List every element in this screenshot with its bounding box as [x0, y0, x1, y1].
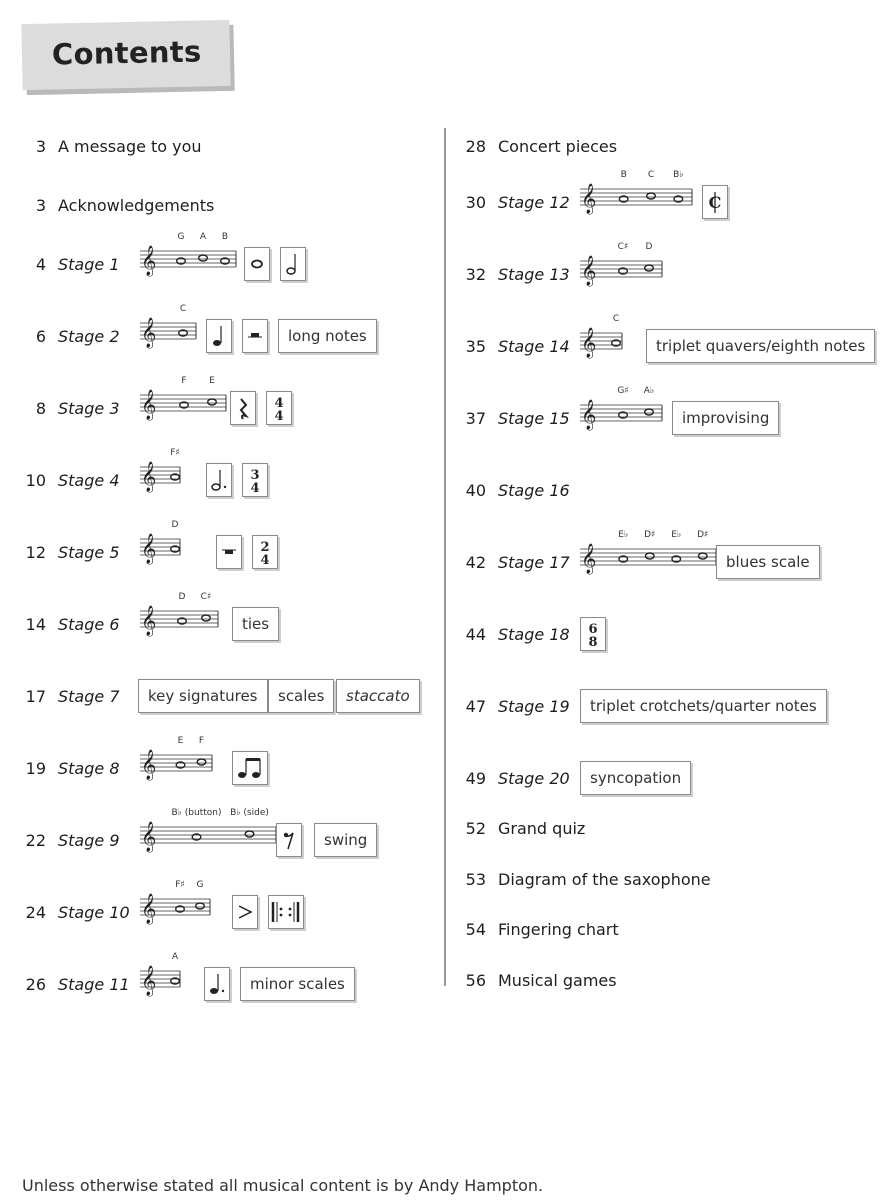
treble-clef-icon: 𝄞: [141, 534, 157, 564]
topic-tag: long notes: [278, 319, 377, 353]
entry-label: Diagram of the saxophone: [498, 870, 711, 889]
note-name-label: B: [620, 170, 627, 180]
note-name-label: C♯: [200, 592, 212, 602]
treble-clef-icon: 𝄞: [141, 606, 157, 636]
treble-clef-icon: 𝄞: [141, 318, 157, 348]
page-number: 17: [25, 687, 46, 706]
half-rest-icon: [242, 319, 268, 353]
treble-clef-icon: 𝄞: [141, 246, 157, 276]
contents-entry[interactable]: [462, 961, 882, 1001]
contents-entry[interactable]: [462, 860, 882, 900]
treble-clef-icon: 𝄞: [581, 544, 597, 574]
contents-title-card: [21, 20, 230, 90]
page-number: 12: [25, 543, 46, 562]
whole-note-icon: [244, 247, 270, 281]
page-number: 22: [25, 831, 46, 850]
whole-rest-icon: [216, 535, 242, 569]
note-name-label: D: [645, 242, 653, 252]
svg-text:4: 4: [274, 409, 284, 424]
note-name-label: E: [177, 736, 184, 746]
treble-clef-icon: 𝄞: [141, 390, 157, 420]
entry-label: Stage 11: [58, 975, 130, 994]
page-title: Contents: [51, 34, 202, 72]
note-name-label: A: [171, 952, 179, 962]
note-name-label: F♯: [175, 880, 185, 890]
topic-tag: triplet quavers/eighth notes: [646, 329, 875, 363]
entry-label: Acknowledgements: [58, 196, 215, 215]
entry-label: Stage 12: [498, 193, 570, 212]
topic-tag: ties: [232, 607, 279, 641]
entry-label: Grand quiz: [498, 819, 586, 838]
entry-label: Stage 1: [58, 255, 120, 274]
note-name-label: D: [171, 520, 179, 530]
contents-entry[interactable]: [462, 170, 882, 223]
note-name-label: D: [178, 592, 186, 602]
page-number: 4: [35, 255, 46, 274]
page-number: 37: [465, 409, 486, 428]
note-head: [647, 193, 656, 199]
music-staff: [140, 949, 184, 1007]
note-name-label: F: [198, 736, 205, 746]
entry-label: Stage 13: [498, 265, 570, 284]
treble-clef-icon: 𝄞: [141, 462, 157, 492]
page-number: 8: [35, 399, 46, 418]
treble-clef-icon: 𝄞: [141, 750, 157, 780]
page-number: 40: [465, 481, 486, 500]
contents-entry[interactable]: [462, 687, 882, 727]
entry-label: Concert pieces: [498, 137, 618, 156]
contents-entry[interactable]: [22, 952, 432, 1005]
page-number: 53: [465, 870, 486, 889]
contents-entry[interactable]: [462, 809, 882, 849]
entry-label: Stage 17: [498, 553, 570, 572]
contents-entry[interactable]: [462, 759, 882, 799]
entry-label: Stage 6: [58, 615, 120, 634]
topic-tag: swing: [314, 823, 377, 857]
entry-label: Stage 10: [58, 903, 130, 922]
treble-clef-icon: 𝄞: [581, 184, 597, 214]
contents-entry[interactable]: [22, 808, 432, 861]
svg-text:6: 6: [588, 622, 598, 637]
contents-entry[interactable]: [462, 386, 882, 439]
note-name-label: G: [196, 880, 204, 890]
contents-entry[interactable]: [462, 242, 882, 295]
dotted-half-note-icon: [206, 463, 232, 497]
contents-entry[interactable]: [22, 520, 432, 573]
page-number: 32: [465, 265, 486, 284]
beamed-quavers-icon: [232, 751, 268, 785]
repeat-marks-icon: [268, 895, 304, 929]
note-name-label: A: [199, 232, 207, 242]
entry-label: Musical games: [498, 971, 617, 990]
note-name-label: D♯: [697, 530, 709, 540]
music-staff: [580, 311, 626, 369]
topic-tag: blues scale: [716, 545, 820, 579]
music-staff: [140, 589, 222, 647]
contents-entry[interactable]: [22, 376, 432, 429]
page-number: 44: [465, 625, 486, 644]
contents-entry[interactable]: [462, 910, 882, 950]
entry-label: Stage 19: [498, 697, 570, 716]
entry-label: Stage 15: [498, 409, 570, 428]
page-number: 35: [465, 337, 486, 356]
svg-text:8: 8: [588, 635, 598, 650]
note-head: [645, 553, 654, 559]
topic-tag: minor scales: [240, 967, 355, 1001]
treble-clef-icon: 𝄞: [141, 822, 157, 852]
contents-entry[interactable]: [22, 127, 432, 167]
note-head: [208, 399, 217, 405]
accent-icon: [232, 895, 258, 929]
music-staff: [140, 733, 216, 791]
topic-tag: triplet crotchets/quarter notes: [580, 689, 827, 723]
note-name-label: B: [221, 232, 229, 242]
entry-label: Stage 3: [58, 399, 120, 418]
contents-entry[interactable]: [462, 127, 882, 167]
page-number: 30: [465, 193, 486, 212]
topic-tag: staccato: [336, 679, 420, 713]
svg-text:2: 2: [260, 540, 270, 555]
music-staff: [140, 301, 200, 359]
music-staff: [580, 527, 720, 585]
entry-label: Stage 5: [58, 543, 120, 562]
note-name-label: B♭ (button): [171, 808, 222, 818]
entry-label: Stage 18: [498, 625, 570, 644]
note-name-label: G♯: [617, 386, 629, 396]
page-number: 26: [25, 975, 46, 994]
note-name-label: B♭: [673, 170, 684, 180]
topic-tag: key signatures: [138, 679, 268, 713]
time-3-4-icon: [242, 463, 268, 497]
page-number: 19: [25, 759, 46, 778]
contents-entry[interactable]: [462, 314, 882, 367]
treble-clef-icon: 𝄞: [581, 328, 597, 358]
note-name-label: G: [177, 232, 185, 242]
entry-label: A message to you: [58, 137, 202, 156]
topic-tag: syncopation: [580, 761, 691, 795]
note-name-label: C: [179, 304, 187, 314]
music-staff: [140, 373, 230, 431]
note-head: [645, 409, 654, 415]
contents-entry[interactable]: [22, 304, 432, 357]
contents-entry[interactable]: [22, 592, 432, 645]
music-staff: [140, 229, 240, 287]
contents-entry[interactable]: [462, 615, 882, 655]
entry-label: Stage 9: [58, 831, 120, 850]
music-staff: [580, 239, 666, 297]
page-number: 10: [25, 471, 46, 490]
note-name-label: E♭: [671, 530, 682, 540]
quaver-rest-icon: [276, 823, 302, 857]
note-head: [245, 831, 254, 837]
entry-label: Stage 7: [58, 687, 120, 706]
music-staff: [140, 445, 184, 503]
note-name-label: F♯: [170, 448, 180, 458]
page-number: 54: [465, 920, 486, 939]
entry-label: Stage 2: [58, 327, 120, 346]
page-number: 6: [35, 327, 46, 346]
svg-text:4: 4: [274, 396, 284, 411]
entry-label: Stage 20: [498, 769, 570, 788]
treble-clef-icon: 𝄞: [581, 256, 597, 286]
note-name-label: E♭: [618, 530, 629, 540]
quarter-rest-icon: [230, 391, 256, 425]
page-number: 3: [35, 196, 46, 215]
note-head: [196, 903, 205, 909]
dotted-quarter-note-icon: [204, 967, 230, 1001]
page-number: 56: [465, 971, 486, 990]
note-name-label: C: [647, 170, 655, 180]
note-head: [645, 265, 654, 271]
contents-entry[interactable]: [462, 530, 882, 583]
entry-label: Fingering chart: [498, 920, 619, 939]
note-head: [197, 759, 206, 765]
time-4-4-icon: [266, 391, 292, 425]
music-staff: [140, 517, 184, 575]
contents-entry[interactable]: [22, 880, 432, 933]
note-name-label: C♯: [617, 242, 629, 252]
contents-entry[interactable]: [22, 232, 432, 285]
entry-label: Stage 16: [498, 481, 570, 500]
contents-entry[interactable]: [22, 186, 432, 226]
svg-text:4: 4: [260, 553, 270, 568]
time-2-4-icon: [252, 535, 278, 569]
entry-label: Stage 14: [498, 337, 570, 356]
note-head: [202, 615, 211, 621]
column-divider: [444, 128, 446, 986]
music-staff: [140, 877, 214, 935]
note-head: [698, 553, 707, 559]
page-number: 49: [465, 769, 486, 788]
quarter-note-icon: [206, 319, 232, 353]
contents-entry[interactable]: [462, 471, 882, 511]
half-note-icon: [280, 247, 306, 281]
topic-tag: scales: [268, 679, 334, 713]
svg-text:C: C: [708, 193, 722, 212]
treble-clef-icon: 𝄞: [581, 400, 597, 430]
entry-label: Stage 4: [58, 471, 120, 490]
svg-text:3: 3: [250, 468, 260, 483]
page-number: 42: [465, 553, 486, 572]
note-name-label: B♭ (side): [230, 808, 269, 818]
contents-entry[interactable]: [22, 448, 432, 501]
music-staff: [580, 383, 666, 441]
treble-clef-icon: 𝄞: [141, 894, 157, 924]
music-staff: [140, 805, 280, 863]
page-number: 24: [25, 903, 46, 922]
svg-text:4: 4: [250, 481, 260, 496]
note-head: [199, 255, 208, 261]
time-6-8-icon: [580, 617, 606, 651]
page-number: 28: [465, 137, 486, 156]
music-staff: [580, 167, 696, 225]
topic-tag: improvising: [672, 401, 779, 435]
contents-entry[interactable]: [22, 677, 432, 717]
note-name-label: E: [209, 376, 215, 386]
page-number: 3: [35, 137, 46, 156]
footer-note: Unless otherwise stated all musical content is by Andy Hampton.: [22, 1176, 544, 1195]
contents-entry[interactable]: [22, 736, 432, 789]
note-name-label: F: [181, 376, 187, 386]
page-number: 52: [465, 819, 486, 838]
page-number: 47: [465, 697, 486, 716]
note-name-label: D♯: [644, 530, 656, 540]
entry-label: Stage 8: [58, 759, 120, 778]
note-name-label: C: [612, 314, 620, 324]
page-number: 14: [25, 615, 46, 634]
treble-clef-icon: 𝄞: [141, 966, 157, 996]
note-name-label: A♭: [643, 386, 655, 396]
cut-time-icon: [702, 185, 728, 219]
